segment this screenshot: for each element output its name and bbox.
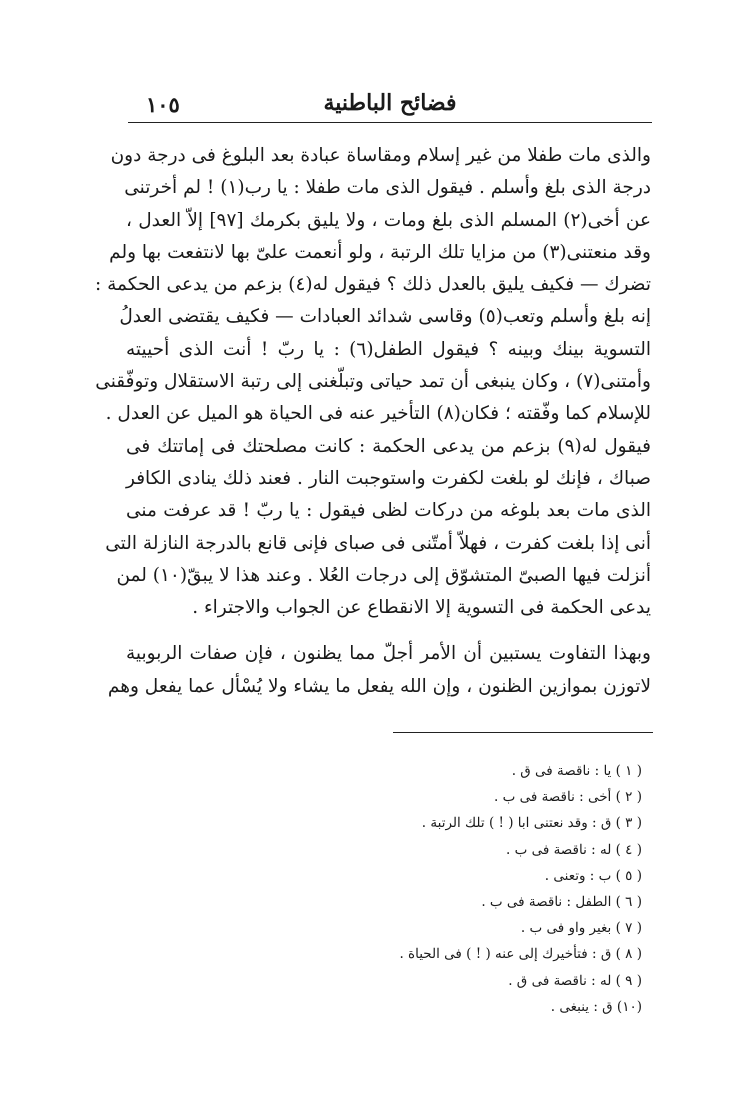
text-line: وبهذا التفاوت يستبين أن الأمر أجلّ مما يظنون ، فإن صفات الربوبية [126,643,651,665]
text-line: تضرك — فكيف يليق بالعدل ذلك ؟ فيقول له(٤) بزعم من يدعى الحكمة : [95,274,651,296]
text-line: يدعى الحكمة فى التسوية إلا الانقطاع عن الجواب والاجتراء . [192,597,651,619]
running-header [128,88,652,123]
footnote: ( ٦ ) الطفل : ناقصة فى ب . [481,894,642,911]
footnote: ( ٣ ) ق : وقد نعتنى ابا ( ! ) تلك الرتبة . [421,815,642,832]
page-number: ١٠٥ [146,92,180,117]
text-line: أنزلت فيها الصبىّ المتشوّق إلى درجات العُلا . وعند هذا لا يبقّ(١٠) لمن [116,564,651,586]
footnote: ( ٩ ) له : ناقصة فى ق . [508,972,642,989]
footnote: ( ٧ ) بغير واو فى ب . [520,920,642,937]
text-line: فيقول له(٩) بزعم من يدعى الحكمة : كانت مصلحتك فى إماتتك فى [126,435,651,457]
paragraph-2 [107,638,651,703]
text-line: الذى مات بعد بلوغه من دركات لظى فيقول : يا ربّ ! قد عرفت منى [126,500,651,522]
text-line: أنى إذا بلغت كفرت ، فهلاّ أمتّنى فى صباى فإنى قانع بالدرجة النازلة التى [105,532,651,554]
footnote-divider [393,732,653,733]
text-line: وأمتنى(٧) ، وكان ينبغى أن تمد حياتى وتبلّغنى إلى رتبة الاستقلال وتوفّقنى [95,371,651,393]
running-title: فضائح الباطنية [323,90,457,116]
footnote: ( ٢ ) أخى : ناقصة فى ب . [493,789,642,806]
footnote: ( ٤ ) له : ناقصة فى ب . [505,841,642,858]
text-line: وقد منعتنى(٣) من مزايا تلك الرتبة ، ولو أنعمت علىّ بها لانتفعت بها ولم [109,241,651,263]
paragraph-1 [95,140,652,624]
text-line: درجة الذى بلغ وأسلم . فيقول الذى مات طفلا : يا رب(١) ! لم أخرتنى [124,177,651,199]
footnote: ( ١ ) يا : ناقصة فى ق . [511,763,642,779]
text-line: التسوية بينك وبينه ؟ فيقول الطفل(٦) : يا ربّ ! أنت الذى أحييته [126,338,651,360]
main-text [95,140,652,703]
text-line: عن أخى(٢) المسلم الذى بلغ ومات ، ولا يليق بكرمك [٩٧] إلاّ العدل ، [126,209,652,231]
footnote: ( ٥ ) ب : وتعنى . [544,867,642,884]
footnote: ( ٨ ) ق : فتأخيرك إلى عنه ( ! ) فى الحياة . [399,946,642,963]
text-line: للإسلام كما وفّقته ؛ فكان(٨) التأخير عنه فى الحياة هو الميل عن العدل . [105,403,651,425]
text-line: صباك ، فإنك لو بلغت لكفرت واستوجبت النار . فعند ذلك ينادى الكافر [126,467,651,489]
footnote: (١٠) ق : ينبغى . [550,998,642,1015]
text-line: والذى مات طفلا من غير إسلام ومقاساة عبادة بعد البلوغ فى درجة دون [110,145,651,166]
text-line: لاتوزن بموازين الظنون ، وإن الله يفعل ما يشاء ولا يُسْأل عما يفعل وهم [107,675,651,697]
text-line: إنه بلغ وأسلم وتعب(٥) وقاسى شدائد العبادات — فكيف يقتضى العدلُ [119,306,651,328]
footnotes [242,758,642,1020]
